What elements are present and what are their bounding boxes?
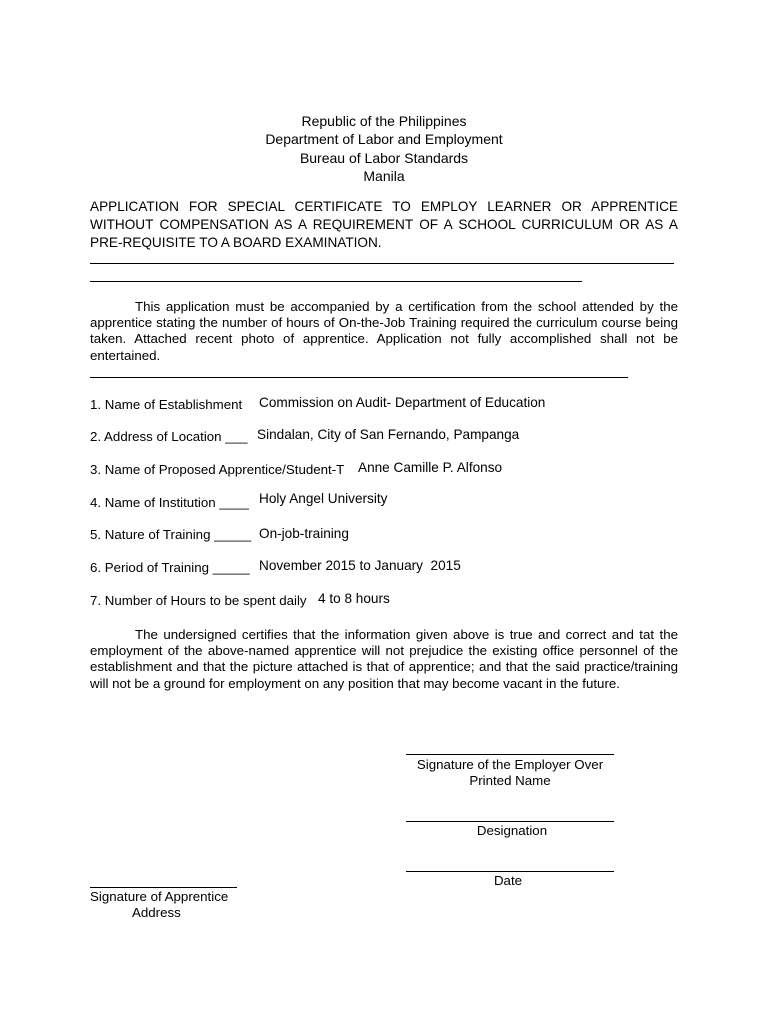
field-value-hours[interactable]: 4 to 8 hours — [318, 591, 390, 606]
apprentice-signature-line[interactable] — [90, 887, 237, 888]
field-label-apprentice: 3. Name of Proposed Apprentice/Student-T — [90, 462, 345, 477]
certification-paragraph — [90, 627, 678, 692]
date-label: Date — [493, 873, 523, 888]
employer-signature-line[interactable] — [406, 754, 614, 755]
title-rule-1 — [90, 263, 674, 264]
instructions-text: This application must be accompanied by a certification from the school attended by the apprentice stating the number of hours of On-the-Job Training required the curriculum course being taken. Attached recent photo of apprentice. Application not fully accomplished shall not be entertained. — [90, 299, 678, 363]
apprentice-address-label: Address — [132, 905, 181, 920]
field-label-address: 2. Address of Location ___ — [90, 429, 248, 444]
employer-printed-name-label: Printed Name — [469, 773, 551, 788]
field-label-nature: 5. Nature of Training _____ — [90, 527, 252, 542]
field-label-institution: 4. Name of Institution ____ — [90, 495, 249, 510]
instructions-paragraph — [90, 299, 678, 364]
document-header — [0, 112, 768, 185]
field-label-establishment: 1. Name of Establishment — [90, 397, 243, 412]
field-label-period: 6. Period of Training _____ — [90, 560, 250, 575]
certification-text: The undersigned certifies that the information given above is true and correct and tat the employment of the above-named apprentice will not prejudice the existing office personnel of the establishment and that the picture attached is that of apprentice; and that the said practice/training will not be a ground for employment on any position that may become vacant in the future. — [90, 627, 678, 691]
field-value-institution[interactable]: Holy Angel University — [259, 491, 388, 506]
title-rule-2 — [90, 281, 582, 282]
header-republic: Republic of the Philippines — [301, 113, 467, 129]
field-value-period[interactable]: November 2015 to January 2015 — [259, 558, 461, 573]
employer-signature-label: Signature of the Employer Over — [416, 757, 604, 772]
apprentice-signature-label: Signature of Apprentice — [90, 889, 229, 904]
field-value-nature[interactable]: On-job-training — [259, 526, 349, 541]
designation-label: Designation — [476, 823, 548, 838]
field-label-hours: 7. Number of Hours to be spent daily — [90, 593, 307, 608]
designation-line[interactable] — [406, 821, 614, 822]
field-value-establishment[interactable]: Commission on Audit- Department of Education — [259, 395, 546, 410]
instructions-rule — [90, 377, 628, 378]
header-city: Manila — [363, 167, 405, 184]
header-bureau: Bureau of Labor Standards — [299, 149, 469, 166]
document-title: APPLICATION FOR SPECIAL CERTIFICATE TO EMPLOY LEARNER OR APPRENTICE WITHOUT COMPENSATION AS A REQUIREMENT OF A SCHOOL CURRICULUM OR AS A PRE-REQUISITE TO A BOARD EXAMINATION. — [90, 199, 678, 250]
date-line[interactable] — [406, 871, 614, 872]
field-value-address[interactable]: Sindalan, City of San Fernando, Pampanga — [257, 427, 520, 442]
header-department: Department of Labor and Employment — [265, 131, 503, 148]
field-value-apprentice[interactable]: Anne Camille P. Alfonso — [358, 460, 503, 475]
